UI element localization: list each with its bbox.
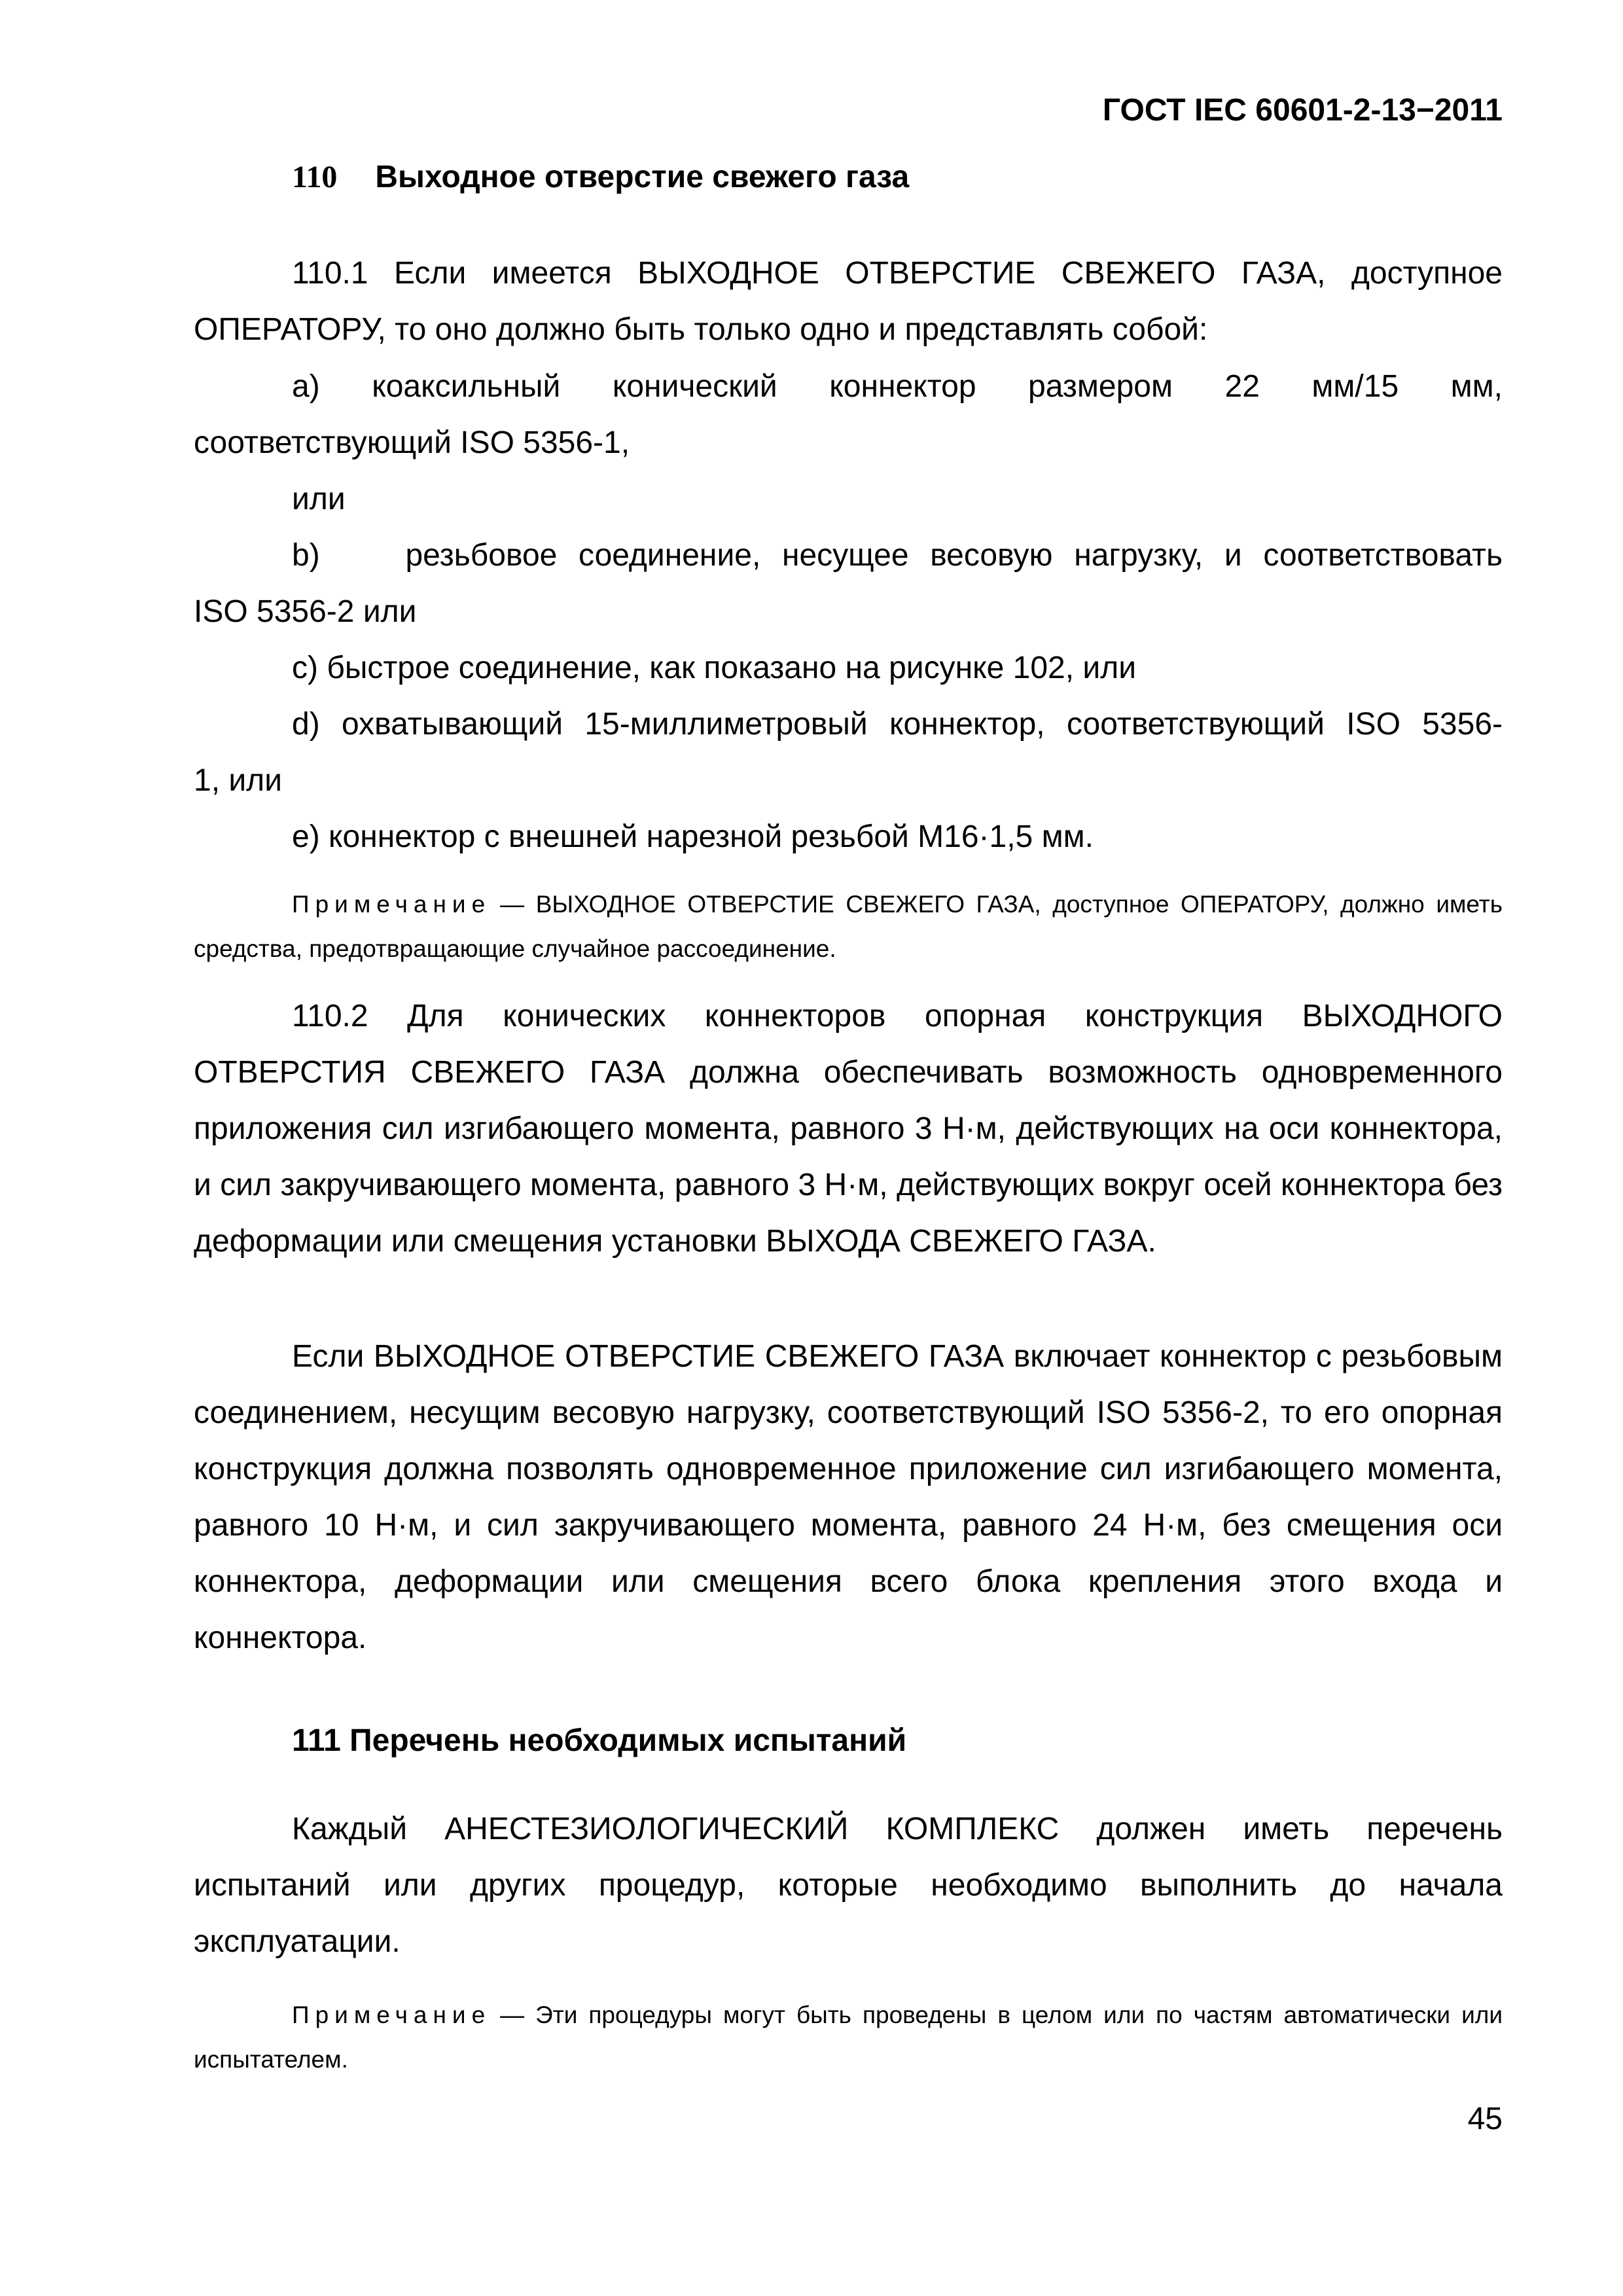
list-item-d-line2: 1, или xyxy=(194,763,282,798)
list-item-c: c) быстрое соединение, как показано на рисунке 102, или xyxy=(292,651,1137,685)
list-item-d-line1: d) охватывающий 15-миллиметровый коннектор, соответствующий ISO 5356- xyxy=(292,707,1503,742)
list-item-a-line1: а) коаксильный конический коннектор размером 22 мм/15 мм, xyxy=(292,369,1503,404)
paragraph-110-2-continued: Если ВЫХОДНОЕ ОТВЕРСТИЕ СВЕЖЕГО ГАЗА включает коннектор с резьбовым соединением, несущим весовую нагрузку, соответствующий ISO 5356-2, то его опорная конструкция должна позволять одновременное приложение сил изгибающего момента, равного 10 Н·м, и сил закручивающего момента, равного 24 Н·м, без смещения оси коннектора, деформации или смещения всего блока крепления этого входа и коннектора. xyxy=(194,1339,1503,1655)
list-or: или xyxy=(292,482,346,516)
section-111-heading: 111 Перечень необходимых испытаний xyxy=(292,1723,907,1758)
list-item-e: e) коннектор с внешней нарезной резьбой M16·1,5 мм. xyxy=(292,819,1094,854)
list-item-a-line2: соответствующий ISO 5356-1, xyxy=(194,425,630,460)
note-2-label: Примечание xyxy=(292,2001,491,2028)
list-item-b-line1: b) резьбовое соединение, несущее весовую нагрузку, и соответствовать xyxy=(292,538,1503,573)
note-2 xyxy=(194,1993,1503,2082)
note-2-text: — Эти процедуры могут быть проведены в целом или по частям автоматически или испытателем. xyxy=(194,2001,1503,2073)
paragraph-111: Каждый АНЕСТЕЗИОЛОГИЧЕСКИЙ КОМПЛЕКС должен иметь перечень испытаний или других процедур, которые необходимо выполнить до начала эксплуатации. xyxy=(194,1812,1503,1959)
document-header: ГОСТ IEC 60601-2-13−2011 xyxy=(1102,93,1503,128)
note-1-text: — ВЫХОДНОЕ ОТВЕРСТИЕ СВЕЖЕГО ГАЗА, доступное ОПЕРАТОРУ, должно иметь средства, предотвращающие случайное рассоединение. xyxy=(194,891,1503,962)
section-110-title: Выходное отверстие свежего газа xyxy=(375,160,910,194)
section-110-heading xyxy=(292,159,909,195)
page-number: 45 xyxy=(1467,2102,1503,2136)
note-1 xyxy=(194,882,1503,971)
list-item-b-line2: ISO 5356-2 или xyxy=(194,594,417,629)
paragraph-110-2: 110.2 Для конических коннекторов опорная конструкция ВЫХОДНОГО ОТВЕРСТИЯ СВЕЖЕГО ГАЗА должна обеспечивать возможность одновременного приложения сил изгибающего момента, равного 3 Н·м, действующих на оси коннектора, и сил закручивающего момента, равного 3 Н·м, действующих вокруг осей коннектора без деформации или смещения установки ВЫХОДА СВЕЖЕГО ГАЗА. xyxy=(194,999,1503,1259)
paragraph-110-1: 110.1 Если имеется ВЫХОДНОЕ ОТВЕРСТИЕ СВЕЖЕГО ГАЗА, доступное ОПЕРАТОРУ, то оно должно быть только одно и представлять собой: xyxy=(194,256,1503,347)
section-110-number: 110 xyxy=(292,160,338,194)
note-1-label: Примечание xyxy=(292,891,491,918)
